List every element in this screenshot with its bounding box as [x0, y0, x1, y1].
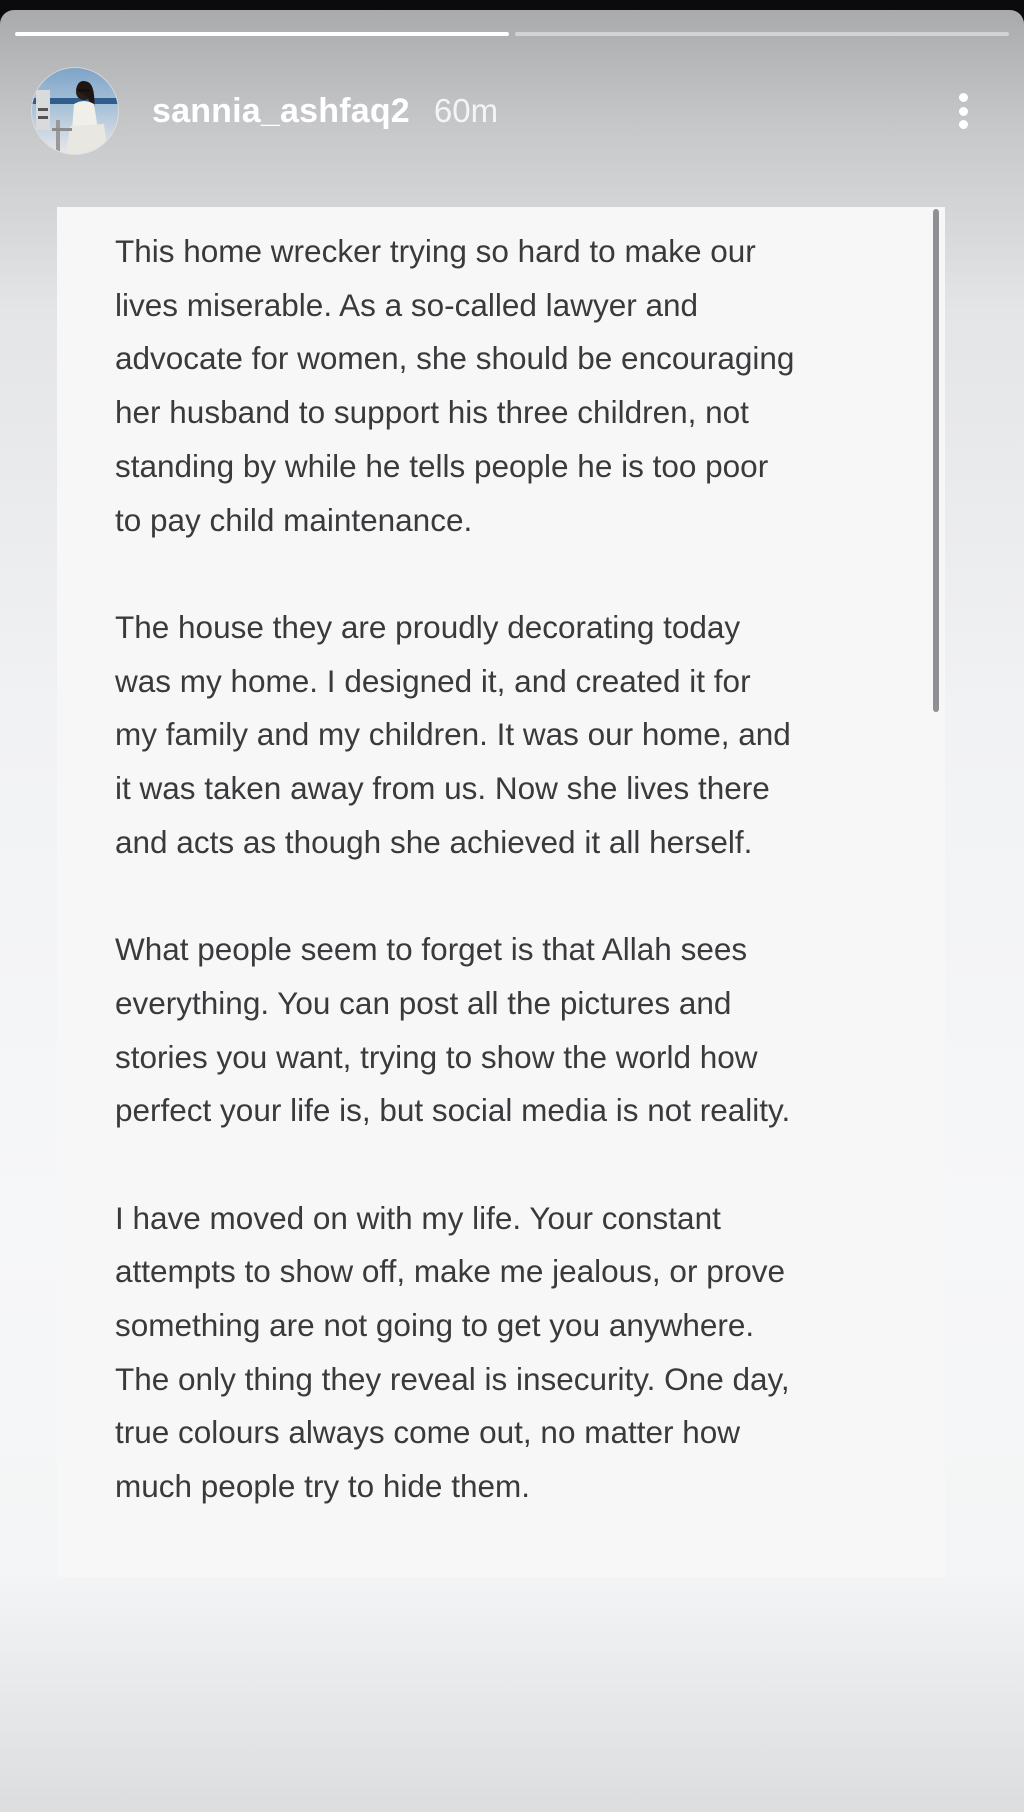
paragraph-3: What people seem to forget is that Allah sees everything. You can post all the pictures and stories you want, trying to show the world how perfect your life is, but social media is not reality.	[115, 931, 791, 1129]
dot	[959, 120, 968, 129]
avatar[interactable]	[32, 68, 118, 154]
progress-segment-2	[515, 32, 1009, 36]
paragraph-1: This home wrecker trying so hard to make our lives miserable. As a so-called lawyer and advocate for women, she should be encouraging her husband to support his three children, not standing by while he tells people he is too poor to pay child maintenance.	[115, 233, 795, 538]
scrollbar[interactable]	[933, 209, 939, 712]
paragraph-4: I have moved on with my life. Your constant attempts to show off, make me jealous, or prove something are not going to get you anywhere. The only thing they reveal is insecurity. One day, true colours always come out, no matter how much people try to hide them.	[115, 1199, 790, 1505]
story-viewer[interactable]	[0, 10, 1024, 1812]
story-timestamp: 60m	[433, 92, 499, 129]
more-options-icon[interactable]	[948, 81, 978, 141]
progress-fill-1	[15, 32, 509, 36]
progress-segment-1	[15, 32, 509, 36]
story-header	[32, 68, 1004, 154]
username[interactable]: sannia_ashfaq2	[152, 91, 410, 130]
dot	[959, 93, 968, 102]
avatar-image	[32, 68, 118, 154]
paragraph-2: The house they are proudly decorating today was my home. I designed it, and created it for my family and my children. It was our home, and it was taken away from us. Now she lives there and acts as though she achieved it all herself.	[115, 608, 791, 860]
story-progress-bar	[15, 32, 1009, 36]
text-note-card	[57, 207, 945, 1577]
dot	[959, 107, 968, 116]
note-text	[115, 225, 915, 1568]
